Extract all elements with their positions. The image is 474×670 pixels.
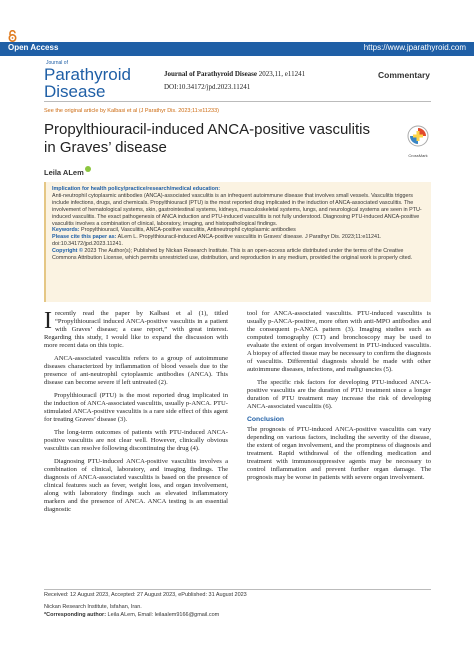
- paragraph: ANCA-associated vasculitis refers to a group of autoimmune diseases characterized by inflammation of blood vessels due to the presence of ant-neutrophil cytoplasmic antibodies (ANCA). This disease can become severe if left untreated (2).: [44, 355, 228, 386]
- copyright-line: [52, 248, 428, 262]
- journal-logo-line2: Disease: [44, 82, 106, 101]
- keywords-text: Propylthiouracil, Vasculitis, ANCA-positive vasculitis, Antineutrophil cytoplasmic antibodies: [79, 227, 296, 234]
- cite-line: [52, 234, 428, 248]
- author-name: [44, 166, 91, 177]
- corresponding-author: [44, 612, 219, 618]
- received-dates: Received: 12 August 2023, Accepted: 27 August 2023, ePublished: 31 August 2023: [44, 592, 247, 598]
- paragraph: [44, 310, 228, 350]
- article-title: Propylthiouracil-induced ANCA-positive vasculitis in Graves’ disease: [44, 121, 370, 156]
- footer-divider: [44, 589, 431, 590]
- see-original-link[interactable]: See the original article by Kalbasi et al (J Parathyr Dis. 2023;11:e11233): [44, 108, 219, 114]
- crossmark-label: CrossMark: [408, 153, 428, 158]
- paragraph-text: recently read the paper by Kalbasi et al (1), titled “Propylthiouracil induced ANCA-positive vasculitis in a patient with Graves’ disease; a case report,” with great interest. Regarding this study, I would like to expand the discussion with more recent data on this topic.: [44, 310, 228, 349]
- citation-journal: Journal of Parathyroid Disease: [164, 70, 258, 78]
- paragraph: Diagnosing PTU-induced ANCA-positive vasculitis involves a combination of clinical, laboratory, and imaging findings. The diagnosis of ANCA-associated vasculitis is based on the presence of clinical features such as fever, weight loss, and organ involvement, along with laboratory findings such as elevated inflammatory markers and the presence of ANCA. ANCA testing is an essential diagnostic: [44, 458, 228, 513]
- citation-line: [164, 70, 305, 78]
- paragraph: tool for ANCA-associated vasculitis. PTU-induced vasculitis is usually p-ANCA-positive, more often with anti-MPO antibodies and the consequent p-ANCA pattern (3). Imaging studies such as computed tomography (CT) and bronchoscopy may be used to evaluate the extent of organ involvement in PTU-induced vasculitis. A biopsy of affected tissue may be necessary to confirm the diagnosis of vasculitis. Differential diagnosis should be made with other autoimmune diseases, infections, and malignancies (5).: [247, 310, 431, 373]
- conclusion-paragraph: The prognosis of PTU-induced ANCA-positive vasculitis can vary depending on various factors, including the severity of the disease, the extent of organ involvement, and the promptness of diagnosis and treatment. Rapid withdrawal of the offending medication and treatment with immunosuppressive agents may be necessary to control inflammation and prevent further organ damage. The prognosis may be worse in patients with severe organ involvement.: [247, 426, 431, 481]
- open-access-lock-icon: [8, 30, 17, 42]
- drop-cap: I: [44, 308, 52, 334]
- orcid-icon[interactable]: [85, 166, 91, 172]
- corresponding-label: *Corresponding author:: [44, 612, 107, 618]
- article-type: Commentary: [378, 70, 430, 80]
- open-access-label: Open Access: [8, 43, 59, 52]
- crossmark-icon: [407, 125, 429, 147]
- crossmark-badge[interactable]: [403, 125, 433, 158]
- corresponding-text: Leila ALem, Email: leilaalem9166@gmail.com: [106, 612, 220, 618]
- body-left-column: [44, 310, 228, 519]
- abstract-box: [44, 182, 431, 302]
- abstract-heading: Implication for health policy/practice/research/medical education:: [52, 186, 221, 192]
- header-divider: [44, 101, 431, 102]
- author-text: Leila ALem: [44, 168, 84, 177]
- open-access-bar: [0, 42, 474, 56]
- affiliation: Nickan Research Institute, Isfahan, Iran.: [44, 604, 142, 610]
- doi-line[interactable]: DOI:10.34172/jpd.2023.11241: [164, 83, 251, 91]
- journal-logo-small: Journal of: [46, 60, 68, 66]
- journal-logo-line1: Parathyroid: [44, 65, 131, 84]
- journal-url-link[interactable]: https://www.jparathyroid.com: [363, 43, 466, 52]
- abstract-text: Anti-neutrophil cytoplasmic antibodies (ANCA)-associated vasculitis is an infrequent autoimmune disease that involves small vessels. Vasculitis triggers include infections, drugs, and chemicals. Propylthiouracil (PTU) is the most reported drug implicated in the induction of ANCA-associated vasculitis. The involvement of hematological systems, skin, gastrointestinal systems, kidneys, musculoskeletal systems, lungs, and neurological systems are seen in PTU-induced vasculitis. The exact pathogenesis of ANCA induction and PTU-induced vasculitis is not fully understood. Diagnosing PTU-induced ANCA-positive vasculitis involves a combination of clinical, laboratory, imaging, and histopathological findings.: [52, 192, 422, 227]
- cite-text: ALem L. Propylthiouracil-induced ANCA-positive vasculitis in Graves’ disease. J Parathyr Dis. 2023;11:e11241. doi:10.34172/jpd.2023.11241.: [52, 234, 382, 248]
- paragraph: The specific risk factors for developing PTU-induced ANCA-positive vasculitis are the duration of PTU treatment since a longer duration of PTU treatment may increase the risk of developing ANCA-associated vasculitis (6).: [247, 379, 431, 410]
- cite-label: Please cite this paper as:: [52, 234, 117, 241]
- keywords-line: [52, 227, 428, 234]
- paragraph: Propylthiouracil (PTU) is the most reported drug implicated in the induction of ANCA-associated vasculitis, usually p-ANCA. PTU-stimulated ANCA-positive vasculitis is a rare side effect of this agent for treating Graves’ disease (3).: [44, 392, 228, 423]
- conclusion-heading: Conclusion: [247, 416, 285, 423]
- copyright-label: Copyright ©: [52, 248, 83, 255]
- keywords-label: Keywords:: [52, 227, 80, 234]
- paragraph: The long-term outcomes of patients with PTU-induced ANCA-positive vasculitis are not clear well. However, clinically obvious vasculitis can resolve following discontinuing the drug (4).: [44, 429, 228, 452]
- copyright-text: 2023 The Author(s); Published by Nickan Research Institute. This is an open-access article distributed under the terms of the Creative Commons Attribution License, which permits unrestricted use, distribution, and reproduction in any medium, provided the original work is properly cited.: [52, 248, 413, 262]
- citation-rest: 2023,11, e11241: [257, 70, 306, 78]
- body-right-column: [247, 310, 431, 487]
